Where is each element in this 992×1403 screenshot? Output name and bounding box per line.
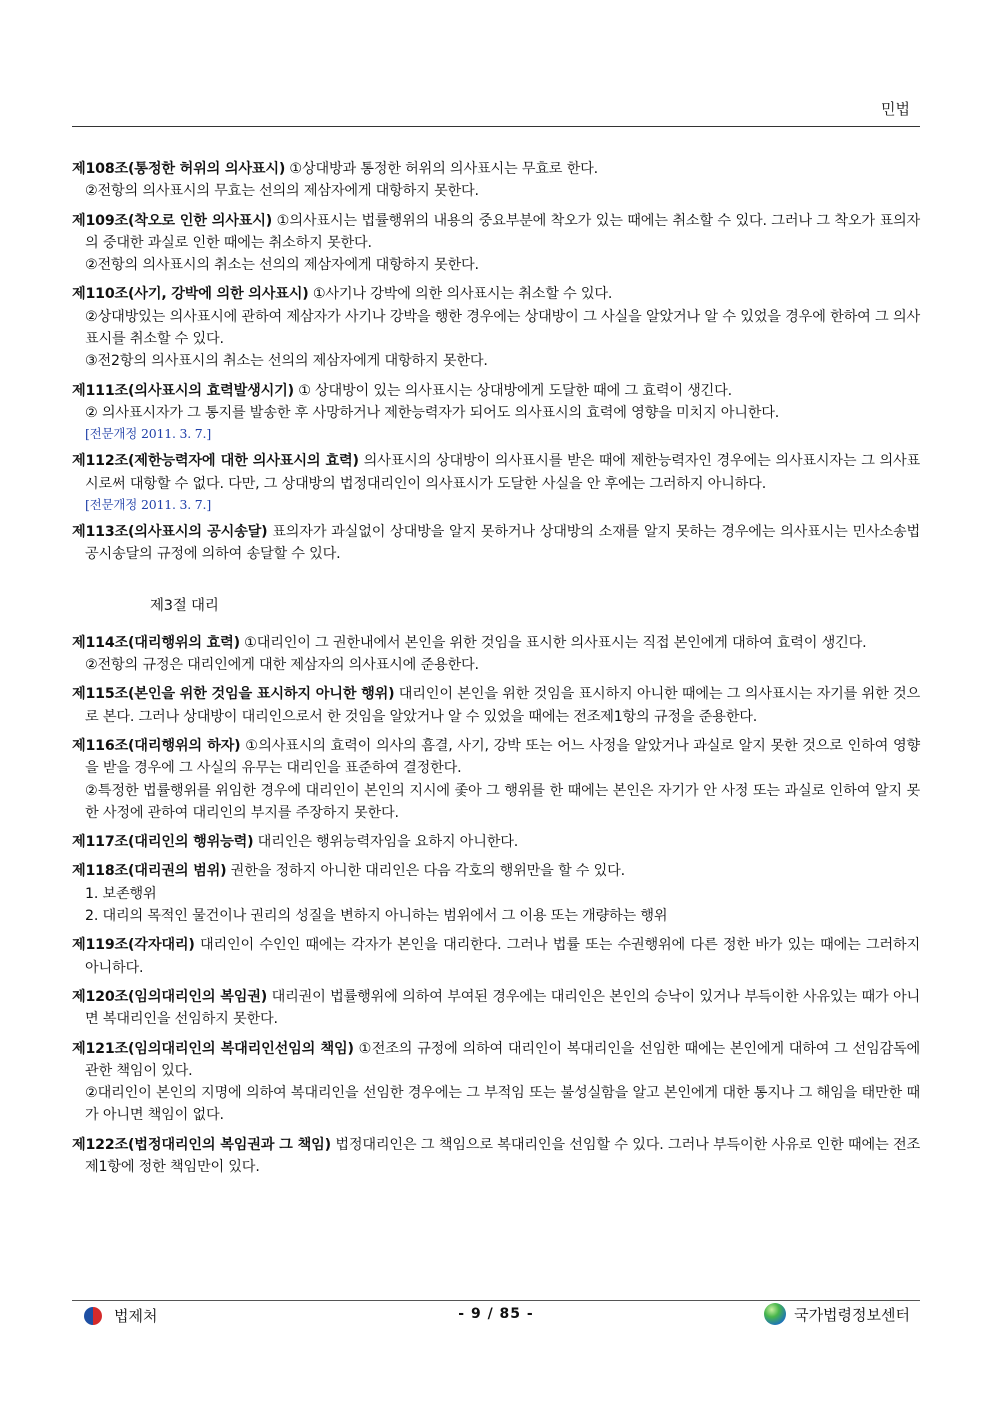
article (72, 986, 920, 1031)
article-lead (72, 683, 920, 728)
revision-note: [전문개정 2011. 3. 7.] (85, 426, 212, 442)
article-heading: 제111조(의사표시의 효력발생시기) (72, 382, 294, 399)
article (72, 1038, 920, 1127)
article-lead (72, 380, 920, 402)
article-text: 대리인이 본인을 위한 것임을 표시하지 아니한 때에는 그 의사표시는 자기를 위한 것으로 본다. 그러나 상대방이 대리인으로서 한 것임을 알았거나 알 수 있었을 때에는 전조제1항의 규정을 준용한다. (85, 686, 920, 725)
article-paragraph: 1. 보존행위 (85, 885, 157, 902)
article-text: 의사표시의 상대방이 의사표시를 받은 때에 제한능력자인 경우에는 의사표시자는 그 의사표시로써 대항할 수 없다. 다만, 그 상대방의 법정대리인이 의사표시가 도달한 사실을 안 후에는 그러하지 아니하다. (85, 453, 921, 492)
article-heading: 제109조(착오로 인한 의사표시) (72, 212, 273, 229)
article (72, 831, 920, 853)
article (72, 683, 920, 728)
article-text: 대리인이 수인인 때에는 각자가 본인을 대리한다. 그러나 법률 또는 수권행위에 다른 정한 바가 있는 때에는 그러하지 아니하다. (85, 937, 920, 976)
article (72, 450, 920, 514)
article-heading: 제121조(임의대리인의 복대리인선임의 책임) (72, 1040, 354, 1057)
article (72, 521, 920, 566)
section-title: 제3절 대리 (150, 598, 219, 615)
article-heading: 제110조(사기, 강박에 의한 의사표시) (72, 286, 309, 303)
article-paragraph: ② 의사표시자가 그 통지를 발송한 후 사망하거나 제한능력자가 되어도 의사표시의 효력에 영향을 미치지 아니한다. (85, 404, 780, 421)
source-label: 국가법령정보센터 (794, 1305, 910, 1324)
article-paragraph: 2. 대리의 목적인 물건이나 권리의 성질을 변하지 아니하는 범위에서 그 이용 또는 개량하는 행위 (85, 908, 668, 925)
article (72, 860, 920, 927)
document-body (72, 158, 920, 1185)
article-lead (72, 632, 920, 654)
article (72, 632, 920, 677)
article-text: 표의자가 과실없이 상대방을 알지 못하거나 상대방의 소재를 알지 못하는 경우에는 의사표시는 민사소송법 공시송달의 규정에 의하여 송달할 수 있다. (85, 523, 920, 563)
footer-source (764, 1303, 910, 1325)
header-divider (72, 126, 920, 127)
article (72, 934, 920, 979)
publisher-label: 법제처 (114, 1307, 158, 1325)
revision-note: [전문개정 2011. 3. 7.] (85, 496, 212, 512)
article-lead (72, 210, 920, 255)
article-text: ①상대방과 통정한 허위의 의사표시는 무효로 한다. (285, 161, 598, 177)
article-text: ①의사표시의 효력이 의사의 흠결, 사기, 강박 또는 어느 사정을 알았거나 과실로 알지 못한 것으로 인하여 영향을 받을 경우에 그 사실의 유무는 대리인을 표준하여 결정한다. (85, 737, 920, 777)
article-text: 대리인은 행위능력자임을 요하지 아니한다. (253, 834, 519, 851)
article (72, 1134, 920, 1179)
article-heading: 제114조(대리행위의 효력) (72, 634, 240, 651)
article-paragraph: ②상대방있는 의사표시에 관하여 제삼자가 사기나 강박을 행한 경우에는 상대방이 그 사실을 알았거나 알 수 있었을 경우에 한하여 그 의사표시를 취소할 수 있다. (85, 308, 920, 348)
article (72, 158, 920, 203)
article-lead (72, 450, 920, 495)
article-lead (72, 831, 920, 853)
page-number: - 9 / 85 - (458, 1306, 534, 1322)
article-heading: 제122조(법정대리인의 복임권과 그 책임) (72, 1136, 331, 1153)
article (72, 210, 920, 277)
article-text: ①의사표시는 법률행위의 내용의 중요부분에 착오가 있는 때에는 취소할 수 있다. 그러나 그 착오가 표의자의 중대한 과실로 인한 때에는 취소하지 못한다. (85, 212, 920, 251)
article-heading: 제108조(통정한 허위의 의사표시) (72, 161, 286, 177)
article-text: 권한을 정하지 아니한 대리인은 다음 각호의 행위만을 할 수 있다. (226, 863, 625, 880)
article (72, 735, 920, 824)
article-lead (72, 283, 920, 305)
article-lead (72, 986, 920, 1031)
article-paragraph: ②전항의 규정은 대리인에게 대한 제삼자의 의사표시에 준용한다. (85, 657, 479, 674)
article-paragraph: ②특정한 법률행위를 위임한 경우에 대리인이 본인의 지시에 좇아 그 행위를 한 때에는 본인은 자기가 안 사정 또는 과실로 인하여 알지 못한 사정에 관하여 대리인의 부지를 주장하지 못한다. (85, 782, 920, 821)
article-text: 법정대리인은 그 책임으로 복대리인을 선임할 수 있다. 그러나 부득이한 사유로 인한 때에는 전조제1항에 정한 책임만이 있다. (85, 1136, 920, 1175)
article (72, 283, 920, 372)
article-text: ①사기나 강박에 의한 의사표시는 취소할 수 있다. (308, 286, 613, 303)
article-text: ①전조의 규정에 의하여 대리인이 복대리인을 선임한 때에는 본인에게 대하여 그 선임감독에 관한 책임이 있다. (85, 1040, 921, 1079)
article-lead (72, 521, 920, 566)
article (72, 380, 920, 444)
article-lead (72, 735, 920, 780)
article-heading: 제117조(대리인의 행위능력) (72, 834, 254, 851)
article-lead (72, 860, 920, 882)
article-heading: 제116조(대리행위의 하자) (72, 737, 241, 754)
article-heading: 제120조(임의대리인의 복임권) (72, 988, 268, 1005)
article-heading: 제119조(각자대리) (72, 937, 195, 954)
article-paragraph: ③전2항의 의사표시의 취소는 선의의 제삼자에게 대항하지 못한다. (85, 353, 488, 370)
article-list-1 (72, 158, 920, 565)
globe-logo-icon (764, 1303, 786, 1325)
article-text: 대리권이 법률행위에 의하여 부여된 경우에는 대리인은 본인의 승낙이 있거나 부득이한 사유있는 때가 아니면 복대리인을 선임하지 못한다. (85, 988, 920, 1028)
article-heading: 제113조(의사표시의 공시송달) (72, 523, 268, 540)
article-paragraph: ②전항의 의사표시의 취소는 선의의 제삼자에게 대항하지 못한다. (85, 257, 479, 274)
article-lead (72, 934, 920, 979)
article-heading: 제112조(제한능력자에 대한 의사표시의 효력) (72, 453, 359, 470)
footer-divider (72, 1300, 920, 1301)
article-heading: 제115조(본인을 위한 것임을 표시하지 아니한 행위) (72, 686, 395, 703)
article-lead (72, 1134, 920, 1179)
article-heading: 제118조(대리권의 범위) (72, 863, 227, 880)
article-paragraph: ②대리인이 본인의 지명에 의하여 복대리인을 선임한 경우에는 그 부적임 또는 불성실함을 알고 본인에게 대한 통지나 그 해임을 태만한 때가 아니면 책임이 없다. (85, 1085, 920, 1124)
article-text: ① 상대방이 있는 의사표시는 상대방에게 도달한 때에 그 효력이 생긴다. (293, 382, 732, 399)
article-paragraph: ②전항의 의사표시의 무효는 선의의 제삼자에게 대항하지 못한다. (85, 183, 479, 200)
article-lead (72, 1038, 920, 1083)
document-title: 민법 (881, 100, 910, 118)
article-lead (72, 158, 920, 180)
article-list-2 (72, 632, 920, 1179)
article-text: ①대리인이 그 권한내에서 본인을 위한 것임을 표시한 의사표시는 직접 본인에게 대하여 효력이 생긴다. (239, 634, 867, 651)
